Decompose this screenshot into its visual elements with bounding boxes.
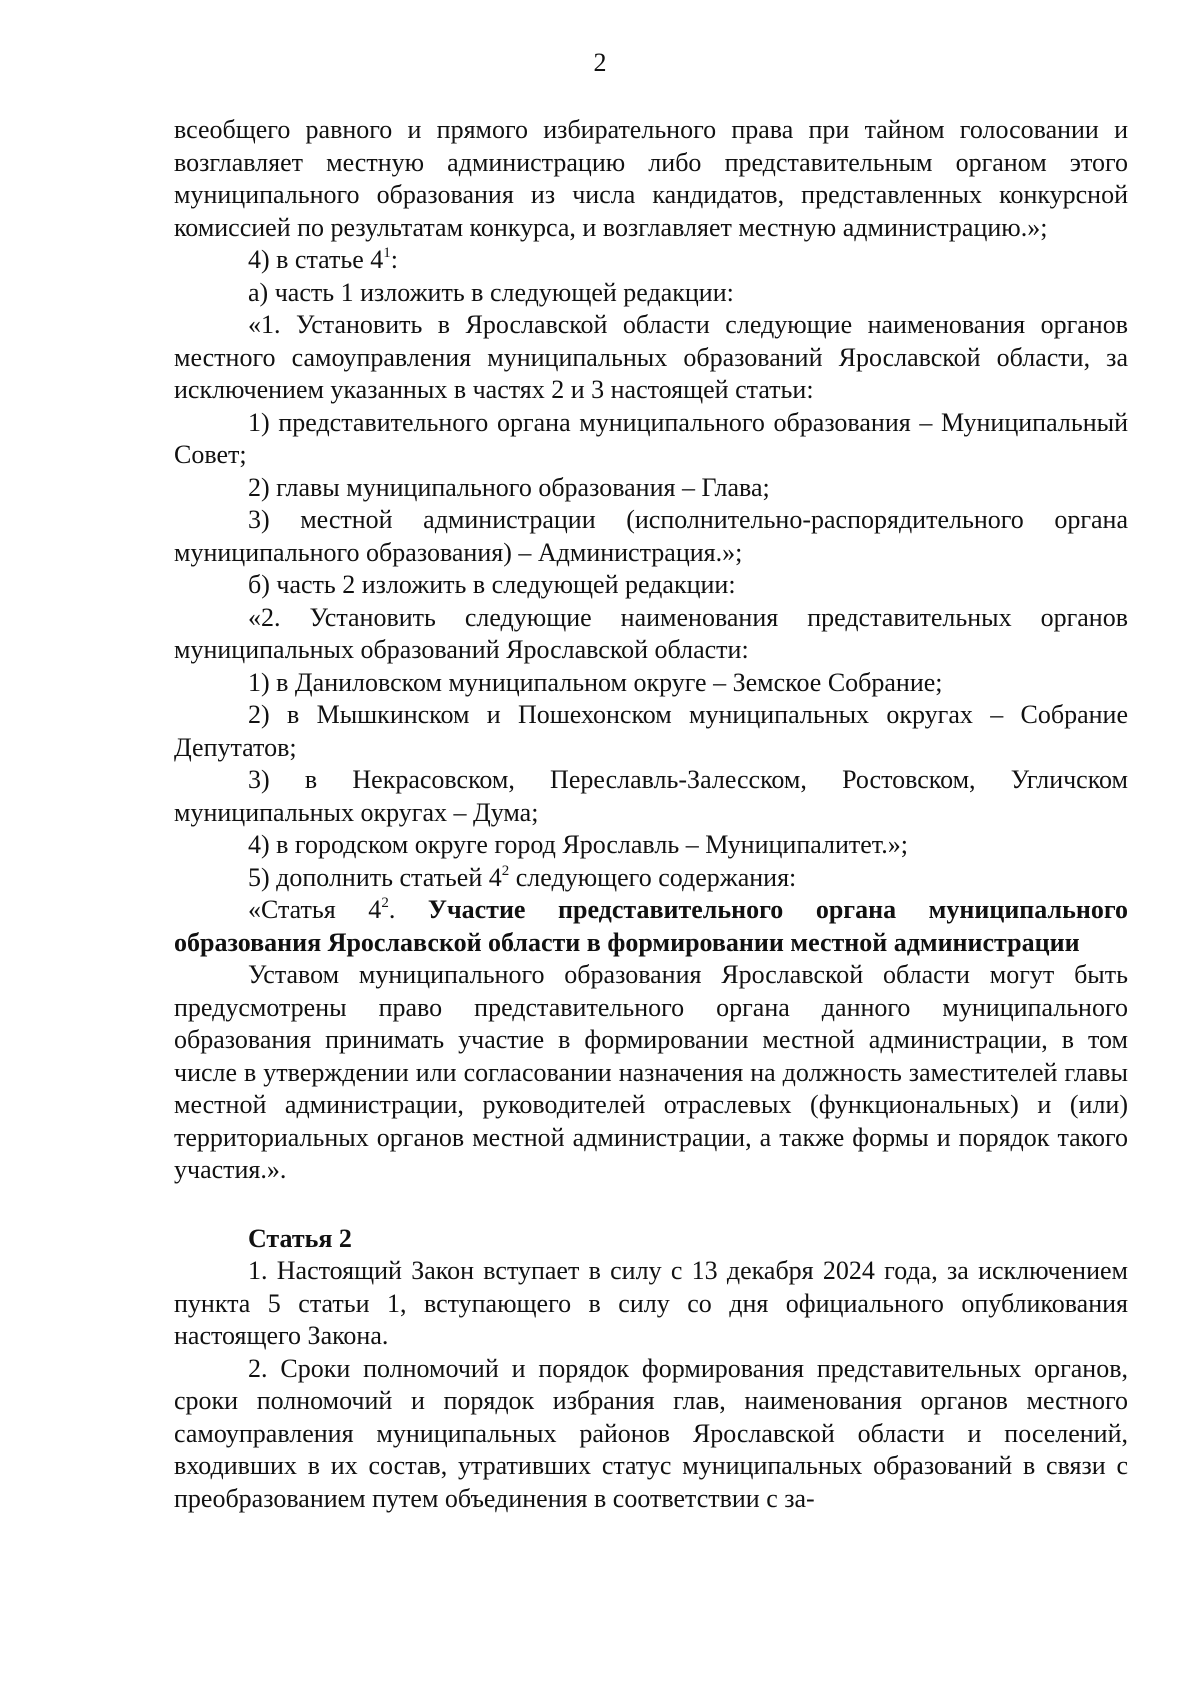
item-5: 5) дополнить статьей $4^2$ следующего содержания:: [248, 862, 797, 892]
list-item: 4) в городском округе город Ярославль – Муниципалитет.»;: [248, 830, 908, 859]
list-item: 3) местной администрации (исполнительно-распорядительного органа муниципального образования) – Администрация.»;: [174, 505, 1128, 567]
subitem-b: б) часть 2 изложить в следующей редакции:: [248, 570, 736, 599]
new-article-title: Участие представительного органа муниципального образования Ярославской области в формировании местной администрации: [174, 895, 1128, 957]
part-1-text: «1. Установить в Ярославской области следующие наименования органов местного самоуправления муниципальных образований Ярославской области, за исключением указанных в частях 2 и 3 настоящей статьи:: [174, 310, 1128, 404]
paragraph-continuation: всеобщего равного и прямого избирательного права при тайном голосовании и возглавляет местную администрацию либо представительным органом этого муниципального образования из числа кандидатов, представленных конкурсной комиссией по результатам конкурса, и возглавляет местную администрацию.»;: [174, 115, 1128, 242]
spacer: [174, 1187, 1128, 1223]
superscript: 2: [501, 862, 510, 879]
superscript: 2: [381, 895, 389, 912]
list-item: 2) главы муниципального образования – Глава;: [248, 472, 770, 502]
list-item: 1) в Даниловском муниципальном округе – Земское Собрание;: [248, 667, 943, 697]
list-item: 3) в Некрасовском, Переславль-Залесском, Ростовском, Угличском муниципальных округах – Дума;: [174, 765, 1128, 827]
list-item: 1) представительного органа муниципального образования – Муниципальный Совет;: [174, 407, 1128, 469]
list-item: 2) в Мышкинском и Пошехонском муниципальных округах – Собрание Депутатов;: [174, 700, 1128, 762]
article-2-part-1: 1. Настоящий Закон вступает в силу с 13 декабря 2024 года, за исключением пункта 5 статьи 1, вступающего в силу со дня официального опубликования настоящего Закона.: [174, 1256, 1128, 1350]
new-article-body: Уставом муниципального образования Ярославской области могут быть предусмотрены право представительного органа данного муниципального образования принимать участие в формировании местной администрации, в том числе в утверждении или согласовании назначения на должность заместителей главы местной администрации, руководителей отраслевых (функциональных) и (или) территориальных органов местной администрации, а также формы и порядок такого участия.».: [174, 960, 1128, 1184]
item-4: 4) в статье $4^1$:: [248, 245, 399, 274]
document-body: [174, 114, 1128, 1515]
article-2-heading: Статья 2: [248, 1223, 352, 1253]
part-2-text: «2. Установить следующие наименования представительных органов муниципальных образований Ярославской области:: [174, 602, 1128, 664]
new-article-heading: «Статья $4^2$. Участие представительного органа муниципального образования Ярославской области в формировании местной администрации: [174, 895, 1128, 957]
page-number: 2: [593, 48, 607, 77]
superscript: 1: [383, 245, 391, 262]
article-2-part-2: 2. Сроки полномочий и порядок формирования представительных органов, сроки полномочий и порядок избрания глав, наименования органов местного самоуправления муниципальных районов Ярославской области и поселений, входивших в их состав, утративших статус муниципальных образований в связи с преобразованием путем объединения в соответствии с за-: [174, 1353, 1128, 1513]
subitem-a: а) часть 1 изложить в следующей редакции:: [248, 277, 734, 307]
